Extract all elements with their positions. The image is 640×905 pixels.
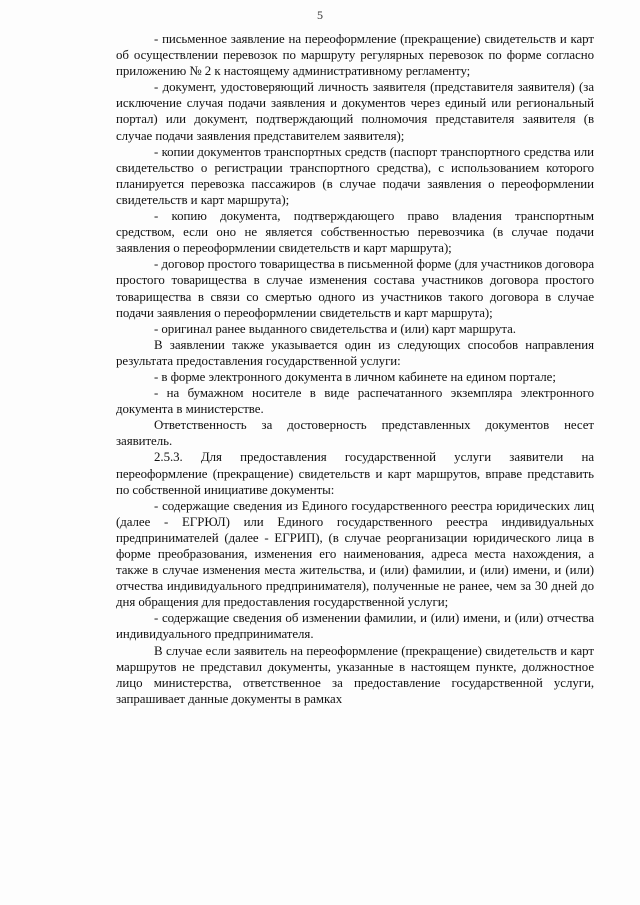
section-paragraph: 2.5.3. Для предоставления государственной услуги заявители на переоформление (прекращение) свидетельств и карт маршрутов, вправе представить по собственной инициативе документы: [116, 450, 594, 497]
paragraph: В заявлении также указывается один из следующих способов направления результата предоставления государственной услуги: [116, 337, 594, 368]
page-number: 5 [317, 8, 323, 22]
paragraph: Ответственность за достоверность представленных документов несет заявитель. [116, 418, 594, 449]
paragraph: - договор простого товарищества в письменной форме (для участников договора простого товарищества в случае изменения состава участников договора простого товарищества в связи со смертью одного из участников такого договора в случае подачи заявления о переоформлении свидетельств и карт маршрута); [116, 257, 594, 320]
paragraph: - письменное заявление на переоформление (прекращение) свидетельств и карт об осуществлении перевозок по маршруту регулярных перевозок по форме согласно приложению № 2 к настоящему административному регламенту; [116, 32, 594, 79]
paragraph: - содержащие сведения об изменении фамилии, и (или) имени, и (или) отчества индивидуального предпринимателя. [116, 611, 594, 642]
paragraph: - в форме электронного документа в личном кабинете на едином портале; [154, 369, 556, 384]
paragraph: - копию документа, подтверждающего право владения транспортным средством, если оно не является собственностью перевозчика (в случае подачи заявления о переоформлении свидетельств и карт маршрута); [116, 209, 594, 256]
paragraph: - на бумажном носителе в виде распечатанного экземпляра электронного документа в министерстве. [116, 386, 594, 417]
paragraph: - оригинал ранее выданного свидетельства и (или) карт маршрута. [154, 321, 516, 336]
paragraph: - копии документов транспортных средств (паспорт транспортного средства или свидетельство о регистрации транспортного средства), с использованием которого планируется перевозка пассажиров (в случае подачи заявления о переоформлении свидетельств и карт маршрута); [116, 144, 594, 207]
paragraph: - документ, удостоверяющий личность заявителя (представителя заявителя) (за исключение случая подачи заявления и документов через единый или региональный портал) или документ, подтверждающий полномочия представителя заявителя (в случае подачи заявления представителем заявителя); [116, 80, 594, 143]
paragraph: - содержащие сведения из Единого государственного реестра юридических лиц (далее - ЕГРЮЛ) или Единого государственного реестра индивидуальных предпринимателей (далее - ЕГРИП), (в случае реорганизации юридического лица в форме преобразования, изменения его наименования, адреса места нахождения, а также в случае изменения места жительства, и (или) фамилии, и (или) имени, и (или) отчества индивидуального предпринимателя), полученные не ранее, чем за 30 дней до дня обращения для предоставления государственной услуги; [116, 498, 594, 610]
paragraph: В случае если заявитель на переоформление (прекращение) свидетельств и карт маршрутов не представил документы, указанные в настоящем пункте, должностное лицо министерства, ответственное за предоставление государственной услуги, запрашивает данные документы в рамках [116, 643, 594, 706]
document-body [116, 31, 594, 707]
